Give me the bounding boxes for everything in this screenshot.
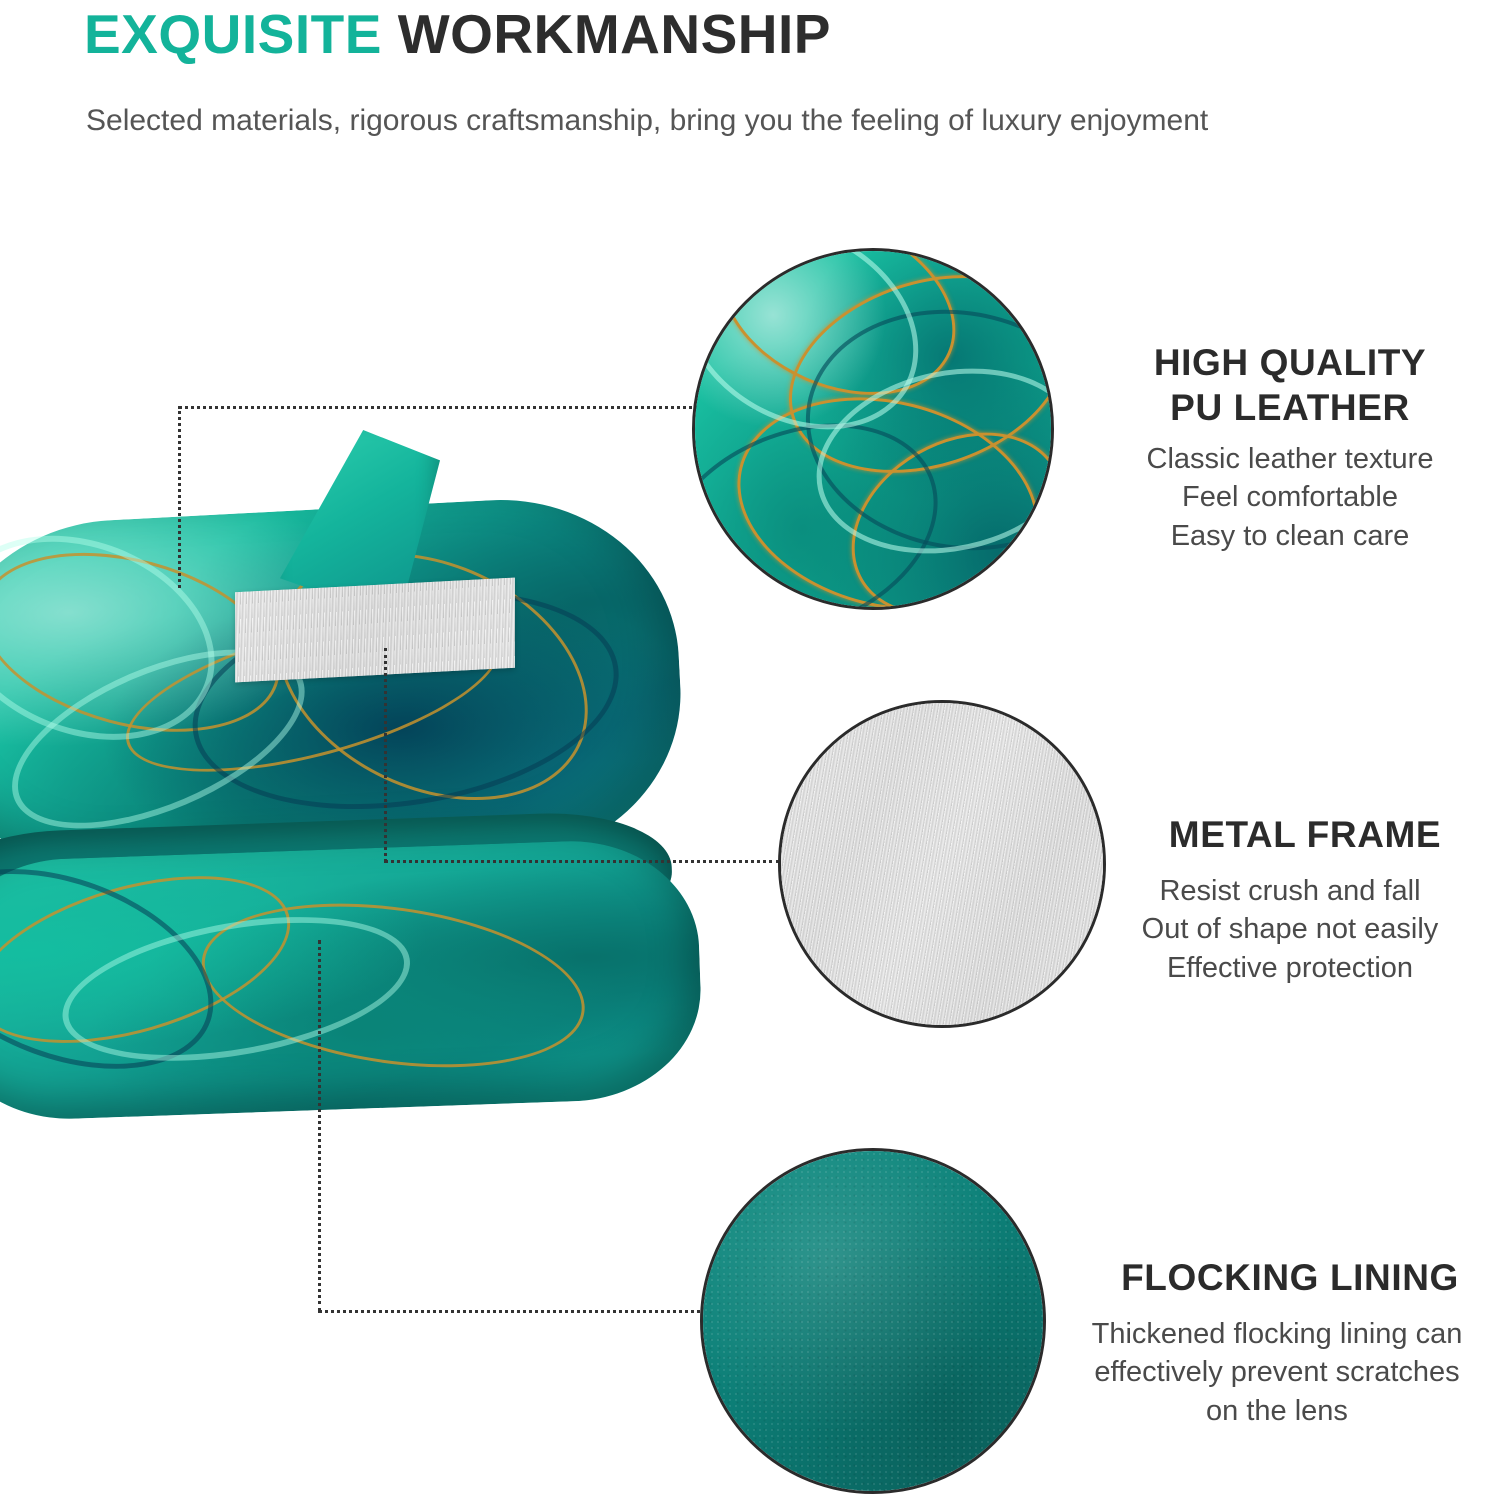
feature-body-metal-frame-line1: Resist crush and fall: [1159, 875, 1421, 907]
feature-body-flocking-lining-line2: effectively prevent scratches: [1094, 1356, 1460, 1389]
feature-body-pu-leather-line1: Classic leather texture: [1146, 443, 1434, 475]
feature-title-pu-leather: [1090, 340, 1490, 430]
connector-pu-horizontal: [178, 406, 718, 409]
feature-title-pu-leather-line1: HIGH QUALITY: [1153, 342, 1427, 383]
connector-metal-vertical: [384, 648, 387, 862]
feature-title-flocking-lining: [1085, 1255, 1495, 1300]
page-subtitle: Selected materials, rigorous craftsmanship, bring you the feeling of luxury enjoyment: [86, 104, 1209, 137]
connector-flock-horizontal: [318, 1310, 708, 1313]
flocking-lining-swatch: [700, 1148, 1046, 1494]
product-photo: [0, 430, 740, 1150]
feature-title-metal-frame: [1115, 812, 1495, 857]
page-title-rest: WORKMANSHIP: [397, 3, 831, 65]
feature-body-flocking-lining-line1: Thickened flocking lining can: [1091, 1318, 1463, 1350]
feature-body-flocking-lining-line3: on the lens: [1206, 1394, 1348, 1427]
connector-flock-vertical: [318, 940, 321, 1312]
case-base: [0, 837, 704, 1123]
connector-pu-vertical: [178, 406, 181, 588]
connector-metal-horizontal: [384, 860, 780, 863]
feature-body-metal-frame-line2: Out of shape not easily: [1141, 913, 1439, 946]
marble-texture-swatch: [692, 248, 1054, 610]
feature-body-pu-leather-line3: Easy to clean care: [1170, 519, 1410, 552]
page-title-accent: EXQUISITE: [84, 3, 382, 65]
metal-frame-plate: [235, 578, 515, 683]
feature-title-pu-leather-line2: PU LEATHER: [1170, 387, 1410, 429]
feature-body-metal-frame-line3: Effective protection: [1166, 951, 1414, 984]
feature-body-flocking-lining: [1062, 1315, 1492, 1430]
brushed-metal-swatch: [778, 700, 1106, 1028]
feature-body-pu-leather: [1080, 440, 1495, 555]
feature-body-metal-frame: [1080, 872, 1495, 987]
feature-body-pu-leather-line2: Feel comfortable: [1182, 481, 1398, 514]
feature-title-flocking-lining-line1: FLOCKING LINING: [1121, 1257, 1459, 1298]
page-title: [84, 2, 831, 66]
feature-title-metal-frame-line1: METAL FRAME: [1168, 814, 1442, 855]
